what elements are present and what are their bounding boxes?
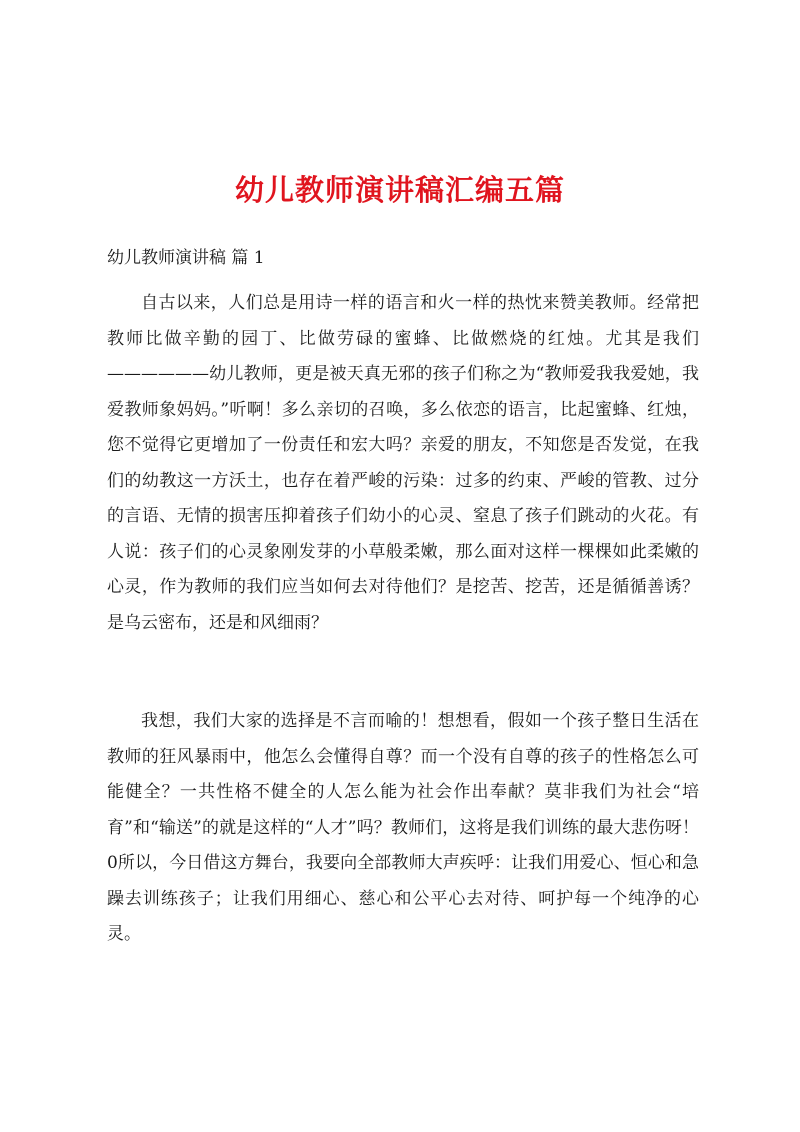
paragraph-2: 我想，我们大家的选择是不言而喻的！想想看，假如一个孩子整日生活在教师的狂风暴雨中，他怎么会懂得自尊？而一个没有自尊的孩子的性格怎么可能健全？一共性格不健全的人怎么能为社会作出奉献？莫非我们为社会“培育”和“输送”的就是这样的“人才”吗？教师们，这将是我们训练的最大悲伤呀！0所以，今日借这方舞台，我要向全部教师大声疾呼：让我们用爱心、恒心和急躁去训练孩子；让我们用细心、慈心和公平心去对待、呵护每一个纯净的心灵。 xyxy=(107,711,699,944)
document-title: 幼儿教师演讲稿汇编五篇 xyxy=(234,173,565,207)
section-heading: 幼儿教师演讲稿 篇 1 xyxy=(107,248,265,268)
paragraph-1: 自古以来，人们总是用诗一样的语言和火一样的热忱来赞美教师。经常把教师比做辛勤的园丁、比做劳碌的蜜蜂、比做燃烧的红烛。尤其是我们——————幼儿教师，更是被天真无邪的孩子们称之为“教师爱我我爱她，我爱教师象妈妈。”听啊！多么亲切的召唤，多么依恋的语言，比起蜜蜂、红烛，您不觉得它更增加了一份责任和宏大吗？亲爱的朋友，不知您是否发觉，在我们的幼教这一方沃土，也存在着严峻的污染：过多的约束、严峻的管教、过分的言语、无情的损害压抑着孩子们幼小的心灵、窒息了孩子们跳动的火花。有人说：孩子们的心灵象刚发芽的小草般柔嫩，那么面对这样一棵棵如此柔嫩的心灵，作为教师的我们应当如何去对待他们？是挖苦、挖苦，还是循循善诱？是乌云密布，还是和风细雨？ xyxy=(107,293,699,633)
